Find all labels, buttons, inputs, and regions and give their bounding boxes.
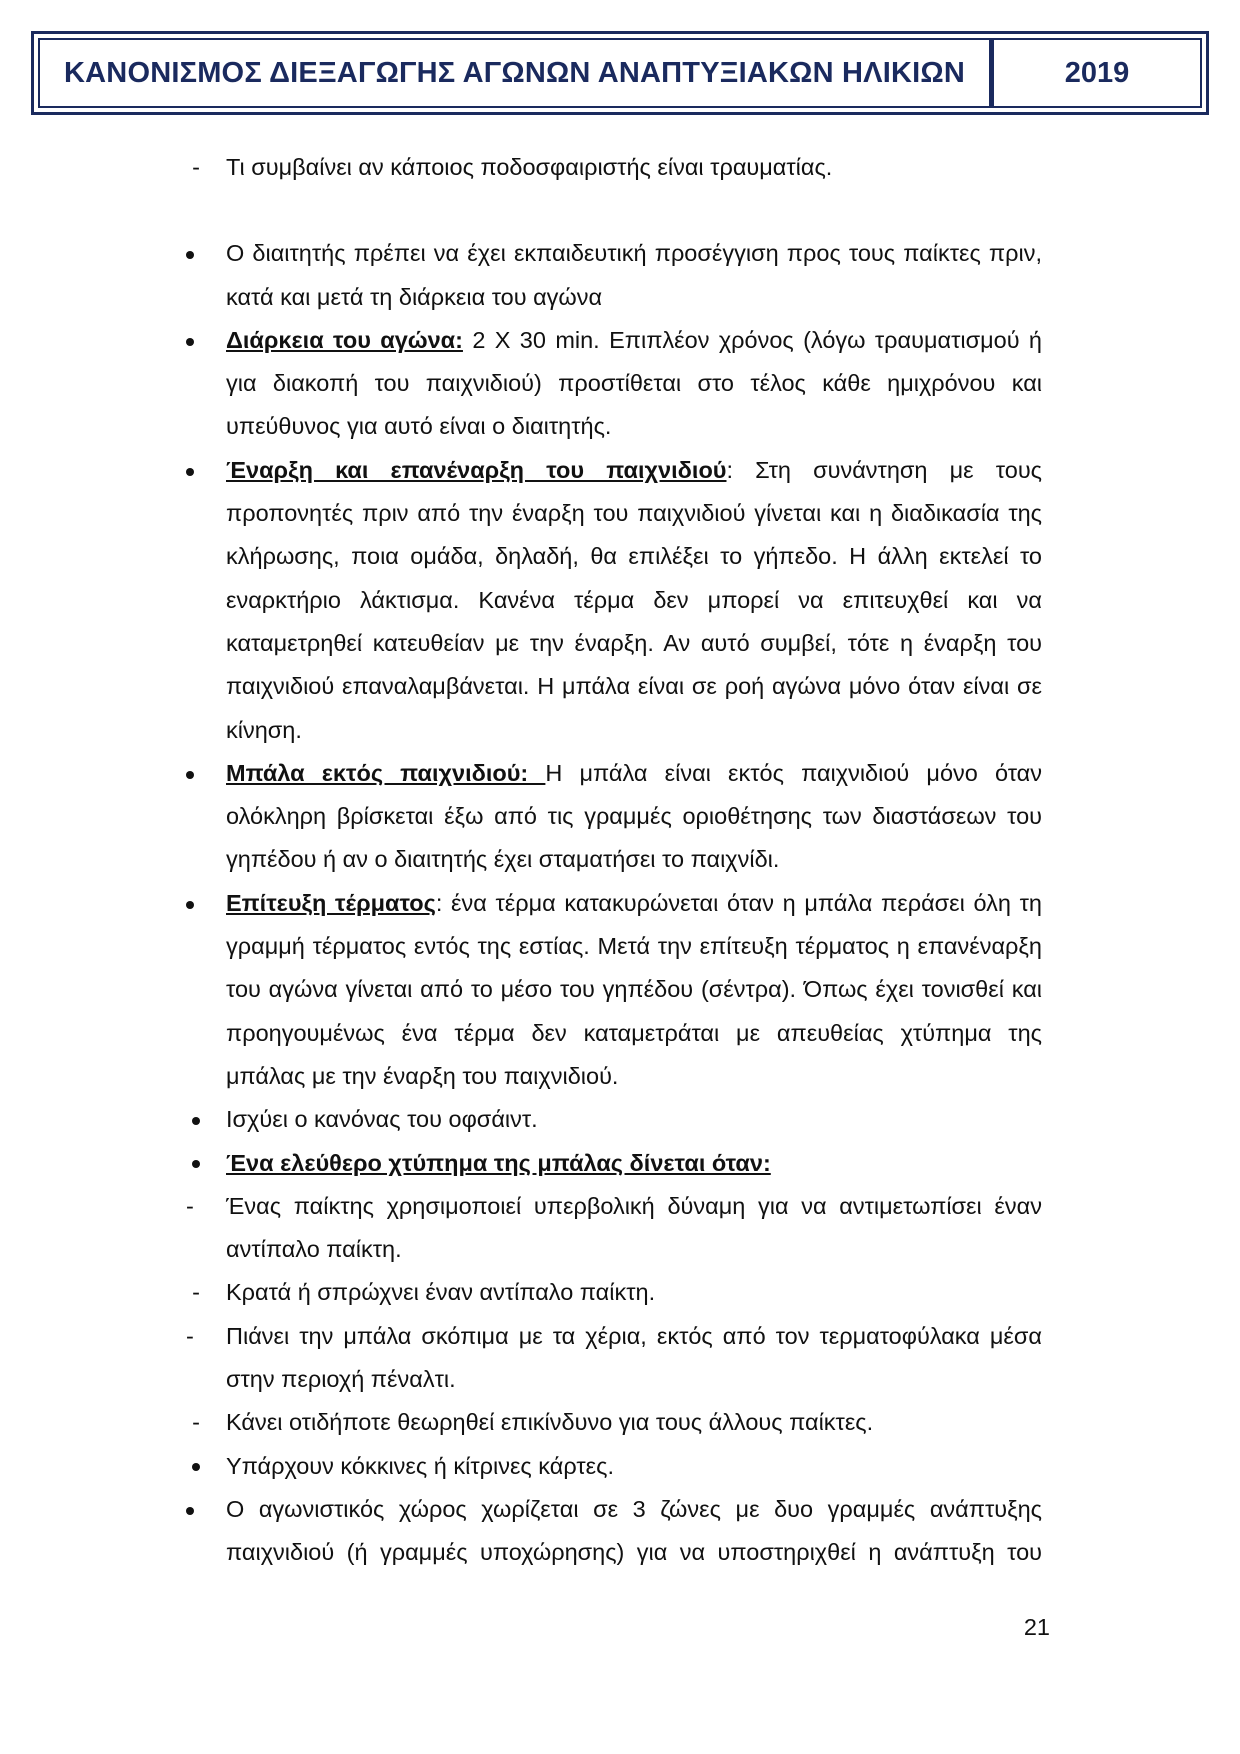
list-item xyxy=(190,1271,1042,1314)
item-heading: Επίτευξη τέρματος xyxy=(226,889,436,916)
item-text: Ο διαιτητής πρέπει να έχει εκπαιδευτική προσέγγιση προς τους παίκτες πριν, κατά και μετά τη διάρκεια του αγώνα xyxy=(226,240,1042,310)
item-text: Κάνει οτιδήποτε θεωρηθεί επικίνδυνο για τους άλλους παίκτες. xyxy=(226,1409,874,1436)
item-text: Η μπάλα είναι εκτός παιχνιδιού μόνο όταν ολόκληρη βρίσκεται έξω από τις γραμμές οριοθέτησης των διαστάσεων του γηπέδου ή αν ο διαιτητής έχει σταματήσει το παιχνίδι. xyxy=(226,759,1043,873)
list-item xyxy=(186,1315,1042,1402)
item-text: Ένας παίκτης χρησιμοποιεί υπερβολική δύναμη για να αντιμετωπίσει έναν αντίπαλο παίκτη. xyxy=(226,1192,1042,1263)
list-item xyxy=(190,1401,1042,1444)
item-heading: Έναρξη και επανέναρξη του παιχνιδιού xyxy=(226,456,727,483)
page-number: 21 xyxy=(1023,1614,1050,1640)
item-text: Ισχύει ο κανόνας του οφσάιντ. xyxy=(226,1106,538,1133)
item-text: Ο αγωνιστικός χώρος χωρίζεται σε 3 ζώνες με δυο γραμμές ανάπτυξης παιχνιδιού (ή γραμμές υποχώρησης) για να υποστηριχθεί η ανάπτυξη του xyxy=(226,1495,1042,1566)
dash-marker: - xyxy=(186,1192,194,1219)
bullet-marker xyxy=(186,1488,206,1531)
bullet-marker xyxy=(186,752,206,795)
list-item xyxy=(190,1142,1042,1185)
item-heading: Μπάλα εκτός παιχνιδιού: xyxy=(226,759,546,786)
list-item xyxy=(186,1185,1042,1272)
bullet-marker xyxy=(186,1142,206,1185)
list-item xyxy=(190,1488,1042,1575)
header-frame xyxy=(38,38,1202,108)
item-text: Πιάνει την μπάλα σκόπιμα με τα χέρια, εκτός από τον τερματοφύλακα μέσα στην περιοχή πέναλτι. xyxy=(226,1322,1042,1393)
bullet-marker xyxy=(186,1445,206,1488)
dash-marker: - xyxy=(192,1409,200,1436)
item-text: : Στη συνάντηση με τους προπονητές πριν από την έναρξη του παιχνιδιού γίνεται και η διαδικασία της κλήρωσης, ποια ομάδα, δηλαδή, θα επιλέξει το γήπεδο. Η άλλη εκτελεί το εναρκτήριο λάκτισμα. Κανένα τέρμα δεν μπορεί να επιτευχθεί και να καταμετρηθεί κατευθείαν με την έναρξη. Αν αυτό συμβεί, τότε η έναρξη του παιχνιδιού επαναλαμβάνεται. Η μπάλα είναι σε ροή αγώνα μόνο όταν είναι σε κίνηση. xyxy=(226,456,1042,743)
bullet-marker xyxy=(186,319,206,362)
list-item xyxy=(190,1098,1042,1141)
dash-marker: - xyxy=(186,1322,194,1349)
bullet-marker xyxy=(186,882,206,925)
list-item xyxy=(190,449,1042,752)
list-item xyxy=(190,232,1042,319)
item-text: Υπάρχουν κόκκινες ή κίτρινες κάρτες. xyxy=(226,1452,614,1479)
list-item xyxy=(190,1445,1042,1488)
dash-marker: - xyxy=(192,1279,200,1306)
item-heading: Διάρκεια του αγώνα: xyxy=(226,326,463,353)
bullet-marker xyxy=(186,1098,206,1141)
item-heading: Ένα ελεύθερο χτύπημα της μπάλας δίνεται όταν: xyxy=(226,1149,771,1176)
item-text: : ένα τέρμα κατακυρώνεται όταν η μπάλα περάσει όλη τη γραμμή τέρματος εντός της εστίας. Μετά την επίτευξη τέρματος η επανέναρξη του αγώνα γίνεται από το μέσο του γηπέδου (σέντρα). Όπως έχει τονισθεί και προηγουμένως ένα τέρμα δεν καταμετράται με απευθείας χτύπημα της μπάλας με την έναρξη του παιχνιδιού. xyxy=(226,889,1042,1089)
header-title: ΚΑΝΟΝΙΣΜΟΣ ΔΙΕΞΑΓΩΓΗΣ ΑΓΩΝΩΝ ΑΝΑΠΤΥΞΙΑΚΩΝ ΗΛΙΚΙΩΝ xyxy=(40,40,994,106)
item-text: Κρατά ή σπρώχνει έναν αντίπαλο παίκτη. xyxy=(226,1279,656,1306)
list-item xyxy=(190,752,1042,882)
document-header xyxy=(31,31,1209,115)
bullet-marker xyxy=(186,449,206,492)
list-item xyxy=(190,882,1042,1098)
header-year: 2019 xyxy=(1064,56,1130,89)
dash-marker: - xyxy=(192,154,200,180)
item-text: Τι συμβαίνει αν κάποιος ποδοσφαιριστής είναι τραυματίας. xyxy=(226,154,833,180)
list-item xyxy=(190,146,1042,189)
document-body xyxy=(186,146,1043,1575)
bullet-marker xyxy=(186,232,206,275)
list-item xyxy=(190,319,1042,449)
item-text: 2 Χ 30 min. Επιπλέον χρόνος (λόγω τραυματισμού ή για διακοπή του παιχνιδιού) προστίθεται στο τέλος κάθε ημιχρόνου και υπεύθυνος για αυτό είναι ο διαιτητής. xyxy=(226,326,1042,440)
